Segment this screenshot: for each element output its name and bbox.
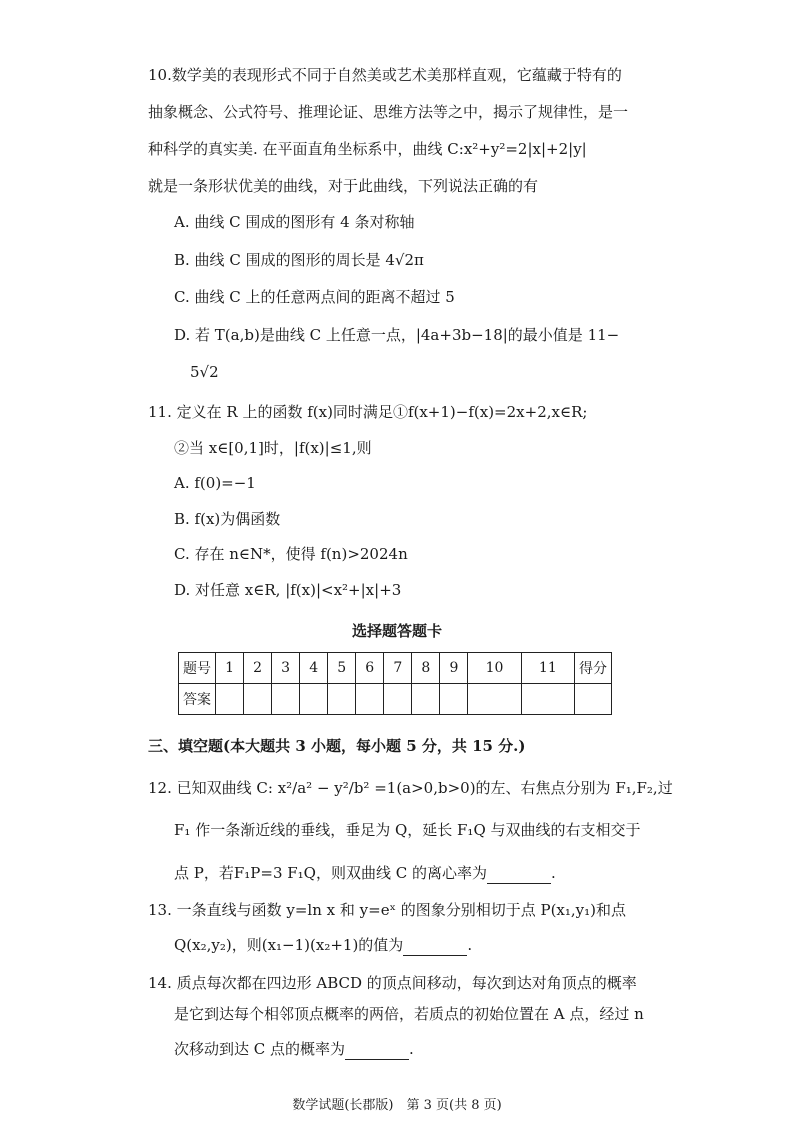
q12-answer-blank <box>487 867 551 884</box>
q12-line-1: 12. 已知双曲线 C: x²/a² − y²/b² =1(a>0,b>0)的左、右焦点分别为 F₁,F₂,过 <box>148 779 673 797</box>
q11-line-1: 11. 定义在 R 上的函数 f(x)同时满足①f(x+1)−f(x)=2x+2,x∈R; <box>148 403 588 421</box>
q10-line-3: 种科学的真实美. 在平面直角坐标系中，曲线 C:x²+y²=2|x|+2|y| <box>148 140 587 158</box>
answer-cell <box>412 684 440 715</box>
answer-card-number: 7 <box>384 653 412 684</box>
answer-cell <box>272 684 300 715</box>
answer-card-row1-label: 题号 <box>179 653 216 684</box>
answer-card-number: 8 <box>412 653 440 684</box>
answer-cell <box>440 684 468 715</box>
answer-card-number-row <box>179 653 612 684</box>
q12-line-3-text: 点 P，若F₁P=3 F₁Q，则双曲线 C 的离心率为 <box>174 864 487 882</box>
q14-answer-blank <box>345 1043 409 1060</box>
q12-line-3 <box>174 862 556 884</box>
q10-line-2: 抽象概念、公式符号、推理论证、思维方法等之中，揭示了规律性，是一 <box>148 103 629 121</box>
answer-card-number: 2 <box>244 653 272 684</box>
page-footer: 数学试题(长郡版) 第 3 页(共 8 页) <box>292 1098 502 1113</box>
q10-option-b: B. 曲线 C 围成的图形的周长是 4√2π <box>174 251 424 269</box>
q14-line-3-end: . <box>409 1040 414 1058</box>
answer-cell <box>328 684 356 715</box>
q10-line-1: 10.数学美的表现形式不同于自然美或艺术美那样直观，它蕴藏于特有的 <box>148 66 622 84</box>
answer-card-number: 11 <box>521 653 574 684</box>
q13-line-2-text: Q(x₂,y₂)，则(x₁−1)(x₂+1)的值为 <box>174 936 404 954</box>
answer-cell <box>356 684 384 715</box>
answer-cell <box>468 684 521 715</box>
answer-cell <box>384 684 412 715</box>
q11-option-b: B. f(x)为偶函数 <box>174 510 281 528</box>
q14-line-3-text: 次移动到达 C 点的概率为 <box>174 1040 346 1058</box>
q13-line-1: 13. 一条直线与函数 y=ln x 和 y=eˣ 的图象分别相切于点 P(x₁,y₁)和点 <box>148 901 626 919</box>
q11-option-c: C. 存在 n∈N*，使得 f(n)>2024n <box>174 545 408 563</box>
answer-card-score-label: 得分 <box>575 653 612 684</box>
answer-cell <box>244 684 272 715</box>
q11-line-2: ②当 x∈[0,1]时，|f(x)|≤1,则 <box>174 439 372 457</box>
q12-line-3-end: . <box>551 864 556 882</box>
score-cell <box>575 684 612 715</box>
answer-card-number: 3 <box>272 653 300 684</box>
q10-option-d-continued: 5√2 <box>190 363 219 381</box>
q14-line-2: 是它到达每个相邻顶点概率的两倍，若质点的初始位置在 A 点，经过 n <box>174 1005 644 1023</box>
q10-option-c: C. 曲线 C 上的任意两点间的距离不超过 5 <box>174 288 455 306</box>
q13-line-2 <box>174 934 472 956</box>
q14-line-3 <box>174 1038 414 1060</box>
answer-cell <box>300 684 328 715</box>
q10-line-4: 就是一条形状优美的曲线，对于此曲线，下列说法正确的有 <box>148 177 539 195</box>
answer-card-number: 10 <box>468 653 521 684</box>
answer-cell <box>521 684 574 715</box>
q11-option-d: D. 对任意 x∈R, |f(x)|<x²+|x|+3 <box>174 581 402 599</box>
answer-card-number: 9 <box>440 653 468 684</box>
answer-card-number: 4 <box>300 653 328 684</box>
answer-card-number: 5 <box>328 653 356 684</box>
answer-card-number: 6 <box>356 653 384 684</box>
answer-cell <box>216 684 244 715</box>
q10-option-a: A. 曲线 C 围成的图形有 4 条对称轴 <box>174 213 415 231</box>
answer-card-row2-label: 答案 <box>179 684 216 715</box>
answer-card-title: 选择题答题卡 <box>351 622 442 640</box>
section-3-heading: 三、填空题(本大题共 3 小题，每小题 5 分，共 15 分.) <box>148 737 526 755</box>
q10-option-d: D. 若 T(a,b)是曲线 C 上任意一点，|4a+3b−18|的最小值是 11− <box>174 326 620 344</box>
q13-line-2-end: . <box>467 936 473 954</box>
q14-line-1: 14. 质点每次都在四边形 ABCD 的顶点间移动，每次到达对角顶点的概率 <box>148 974 637 992</box>
q13-answer-blank <box>403 939 467 956</box>
answer-card-table <box>178 652 612 715</box>
q11-option-a: A. f(0)=−1 <box>174 474 256 492</box>
answer-card-number: 1 <box>216 653 244 684</box>
answer-card-answer-row <box>179 684 612 715</box>
q12-line-2: F₁ 作一条渐近线的垂线，垂足为 Q，延长 F₁Q 与双曲线的右支相交于 <box>174 821 641 839</box>
